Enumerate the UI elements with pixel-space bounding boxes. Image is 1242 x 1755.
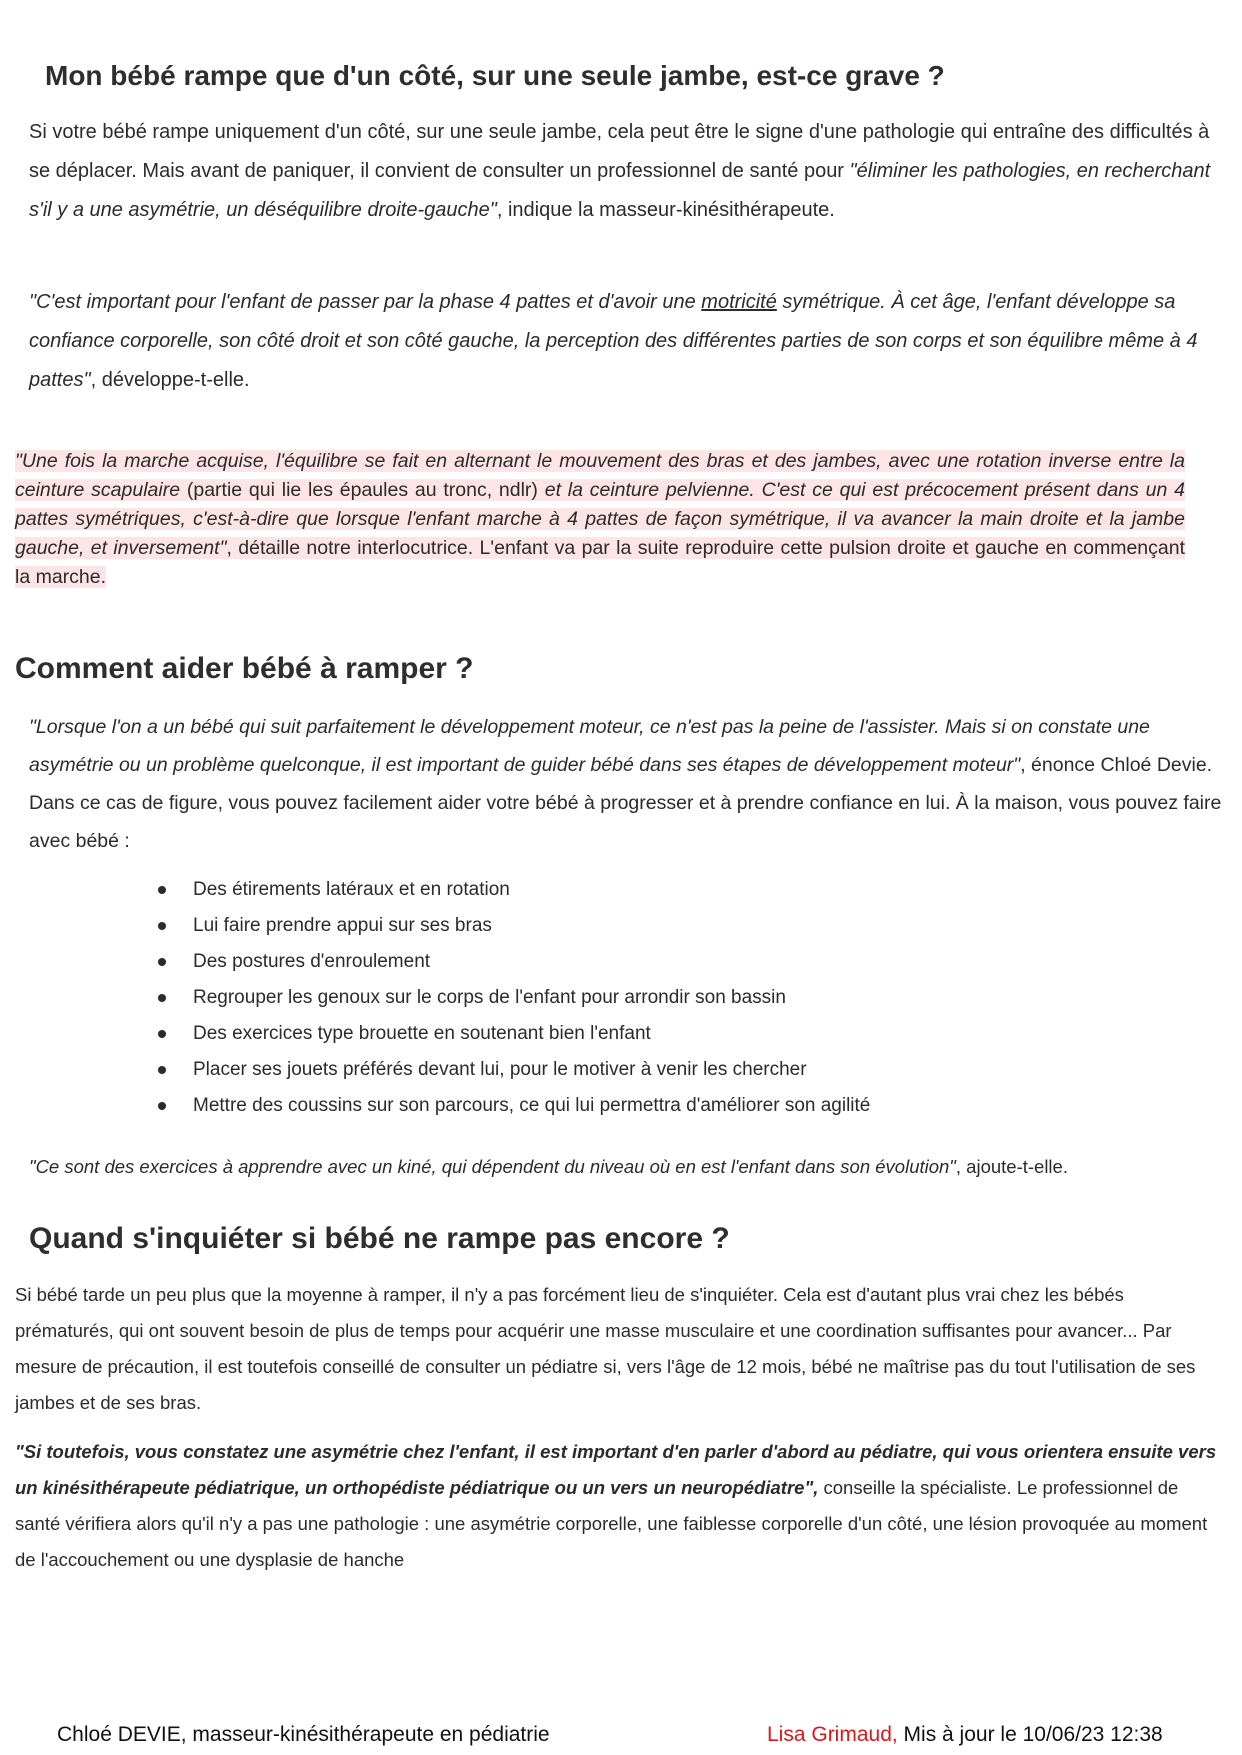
aside: (partie qui lie les épaules au tronc, ndlr): [180, 479, 545, 501]
list-item: [148, 944, 870, 980]
text: conseille la spécialiste. Le professionnel de santé vérifiera alors qu'il n'y a pas une pathologie : une asymétrie corporelle, une faiblesse corporelle d'un côté, une lésion provoquée au moment de l'accouchement ou une dysplasie de hanche: [15, 1477, 1208, 1570]
paragraph-motricity-quote: [29, 283, 1229, 400]
bullet-icon: [158, 1102, 166, 1110]
highlighted-paragraph: [15, 447, 1185, 592]
text: , énonce Chloé Devie. Dans ce cas de figure, vous pouvez facilement aider votre bébé à progresser et à prendre confiance en lui. À la maison, vous pouvez faire avec bébé :: [29, 754, 1222, 852]
quote: "Une fois la marche acquise, l'équilibre se fait en alternant le mouvement des bras et des jambes, avec une rotation inverse entre la ceinture scapulaire: [15, 450, 1185, 501]
bullet-icon: [158, 994, 166, 1002]
bullet-icon: [158, 1066, 166, 1074]
paragraph-one-side-intro: [29, 113, 1229, 230]
text: , détaille notre interlocutrice. L'enfant va par la suite reproduire cette pulsion droite et gauche en commençant la marche.: [15, 537, 1185, 588]
list-item: [148, 908, 870, 944]
bullet-icon: [158, 886, 166, 894]
text: Si votre bébé rampe uniquement d'un côté, sur une seule jambe, cela peut être le signe d'une pathologie qui entraîne des difficultés à se déplacer. Mais avant de paniquer, il convient de consulter un professionnel de santé pour: [29, 121, 1210, 182]
text: , indique la masseur-kinésithérapeute.: [496, 199, 835, 221]
bullet-icon: [158, 922, 166, 930]
paragraph-asymmetry-advice: [15, 1434, 1225, 1578]
footer-byline: [767, 1723, 1163, 1747]
list-item-text: Lui faire prendre appui sur ses bras: [193, 915, 492, 936]
list-item: [148, 1052, 870, 1088]
quote: "Ce sont des exercices à apprendre avec un kiné, qui dépendent du niveau où en est l'enfant dans son évolution": [29, 1156, 956, 1177]
paragraph-help-intro: [29, 708, 1229, 860]
footer-expert: Chloé DEVIE, masseur-kinésithérapeute en pédiatrie: [57, 1723, 550, 1746]
list-item: [148, 1088, 870, 1124]
list-item-text: Des postures d'enroulement: [193, 951, 431, 972]
list-item-text: Regrouper les genoux sur le corps de l'enfant pour arrondir son bassin: [193, 987, 786, 1008]
paragraph-exercises-quote: [29, 1153, 1068, 1181]
quote: et la ceinture pelvienne. C'est ce qui est précocement présent dans un 4 pattes symétriques, c'est-à-dire que lorsque l'enfant marche à 4 pattes de façon symétrique, il va avancer la main droite et la jambe gauche, et inversement": [15, 479, 1185, 559]
author-name: Lisa Grimaud,: [767, 1723, 898, 1746]
updated-date: Mis à jour le 10/06/23 12:38: [897, 1723, 1163, 1746]
quote: "éliminer les pathologies, en recherchant s'il y a une asymétrie, un déséquilibre droite-gauche": [29, 160, 1211, 221]
section-heading-crawling-one-side: Mon bébé rampe que d'un côté, sur une seule jambe, est-ce grave ?: [45, 60, 945, 91]
quote: symétrique. À cet âge, l'enfant développe sa confiance corporelle, son côté droit et son côté gauche, la perception des différentes parties de son corps et son équilibre même à 4 pattes": [29, 291, 1198, 391]
quote: "Si toutefois, vous constatez une asymétrie chez l'enfant, il est important d'en parler d'abord au pédiatre, qui vous orientera ensuite vers un kinésithérapeute pédiatrique, un orthopédiste pédiatrique ou un vers un neuropédiatre",: [15, 1441, 1217, 1498]
list-item: [148, 980, 870, 1016]
quote: "C'est important pour l'enfant de passer par la phase 4 pattes et d'avoir une: [29, 291, 702, 313]
list-item-text: Des étirements latéraux et en rotation: [193, 879, 510, 900]
bullet-icon: [158, 958, 166, 966]
exercise-list: [148, 872, 870, 1124]
bullet-icon: [158, 1030, 166, 1038]
text: , ajoute-t-elle.: [955, 1156, 1068, 1177]
section-heading-how-to-help: Comment aider bébé à ramper ?: [15, 652, 474, 685]
list-item: [148, 1016, 870, 1052]
motricite-link[interactable]: motricité: [701, 291, 777, 313]
paragraph-when-to-worry: Si bébé tarde un peu plus que la moyenne à ramper, il n'y a pas forcément lieu de s'inquiéter. Cela est d'autant plus vrai chez les bébés prématurés, qui ont souvent besoin de plus de temps pour acquérir une masse musculaire et une coordination suffisantes pour avancer... Par mesure de précaution, il est toutefois conseillé de consulter un pédiatre si, vers l'âge de 12 mois, bébé ne maîtrise pas du tout l'utilisation de ses jambes et de ses bras.: [15, 1284, 1196, 1413]
list-item-text: Des exercices type brouette en soutenant bien l'enfant: [193, 1023, 651, 1044]
list-item: [148, 872, 870, 908]
list-item-text: Placer ses jouets préférés devant lui, pour le motiver à venir les chercher: [193, 1059, 807, 1080]
text: , développe-t-elle.: [90, 369, 250, 391]
section-heading-when-to-worry: Quand s'inquiéter si bébé ne rampe pas encore ?: [29, 1222, 730, 1255]
quote: "Lorsque l'on a un bébé qui suit parfaitement le développement moteur, ce n'est pas la peine de l'assister. Mais si on constate une asymétrie ou un problème quelconque, il est important de guider bébé dans ses étapes de développement moteur": [29, 716, 1150, 776]
list-item-text: Mettre des coussins sur son parcours, ce qui lui permettra d'améliorer son agilité: [193, 1095, 871, 1116]
